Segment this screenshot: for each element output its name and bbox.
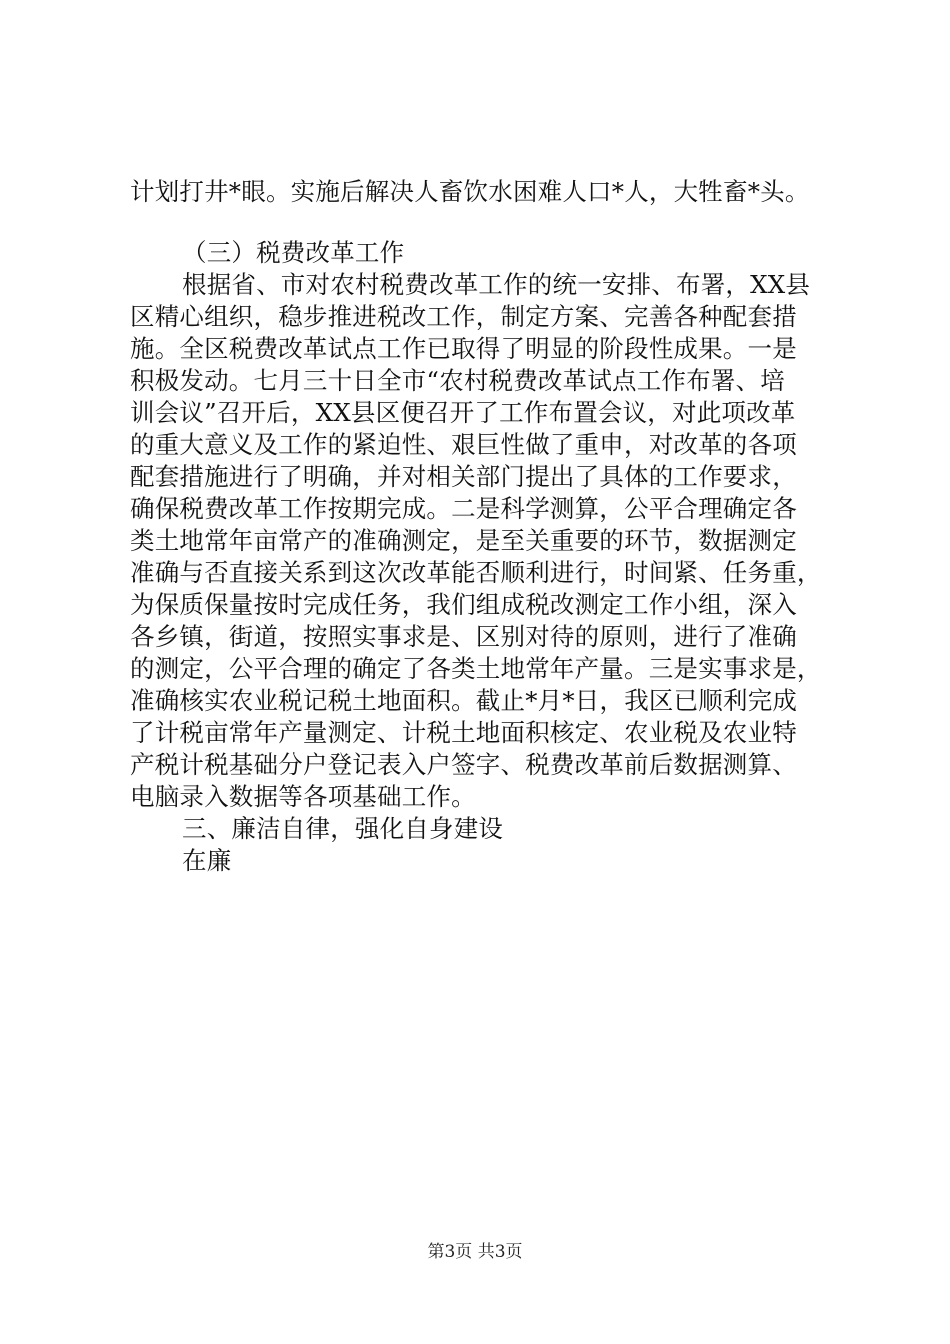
text-line: 准确与否直接关系到这次改革能否顺利进行，时间紧、任务重，: [130, 558, 822, 587]
text-line: 的测定，公平合理的确定了各类土地常年产量。三是实事求是，: [130, 654, 822, 683]
text-line: 了计税亩常年产量测定、计税土地面积核定、农业税及农业特: [130, 718, 797, 747]
text-line: 在廉: [182, 846, 232, 875]
text-line: 各乡镇，街道，按照实事求是、区别对待的原则，进行了准确: [130, 622, 797, 651]
section-heading: 三、廉洁自律，强化自身建设: [182, 814, 504, 843]
text-line: 计划打井*眼。实施后解决人畜饮水困难人口*人，大牲畜*头。: [130, 177, 810, 206]
text-line: 根据省、市对农村税费改革工作的统一安排、布署，XX县: [182, 270, 811, 299]
text-line: 确保税费改革工作按期完成。二是科学测算，公平合理确定各: [130, 494, 797, 523]
section-heading: （三）税费改革工作: [182, 238, 405, 267]
page-footer: 第3页 共3页: [427, 1242, 523, 1262]
text-line: 产税计税基础分户登记表入户签字、税费改革前后数据测算、: [130, 750, 797, 779]
text-line: 配套措施进行了明确，并对相关部门提出了具体的工作要求，: [130, 462, 797, 491]
text-line: 的重大意义及工作的紧迫性、艰巨性做了重申，对改革的各项: [130, 430, 797, 459]
text-line: 施。全区税费改革试点工作已取得了明显的阶段性成果。一是: [130, 334, 797, 363]
text-line: 区精心组织，稳步推进税改工作，制定方案、完善各种配套措: [130, 302, 797, 331]
text-line: 电脑录入数据等各项基础工作。: [130, 782, 476, 811]
text-line: 积极发动。七月三十日全市“农村税费改革试点工作布署、培: [130, 366, 785, 395]
text-line: 类土地常年亩常产的准确测定，是至关重要的环节，数据测定: [130, 526, 797, 555]
text-line: 准确核实农业税记税土地面积。截止*月*日，我区已顺利完成: [130, 686, 798, 715]
text-line: 为保质保量按时完成任务，我们组成税改测定工作小组，深入: [130, 590, 797, 619]
text-line: 训会议”召开后，XX县区便召开了工作布置会议，对此项改革: [130, 398, 796, 427]
